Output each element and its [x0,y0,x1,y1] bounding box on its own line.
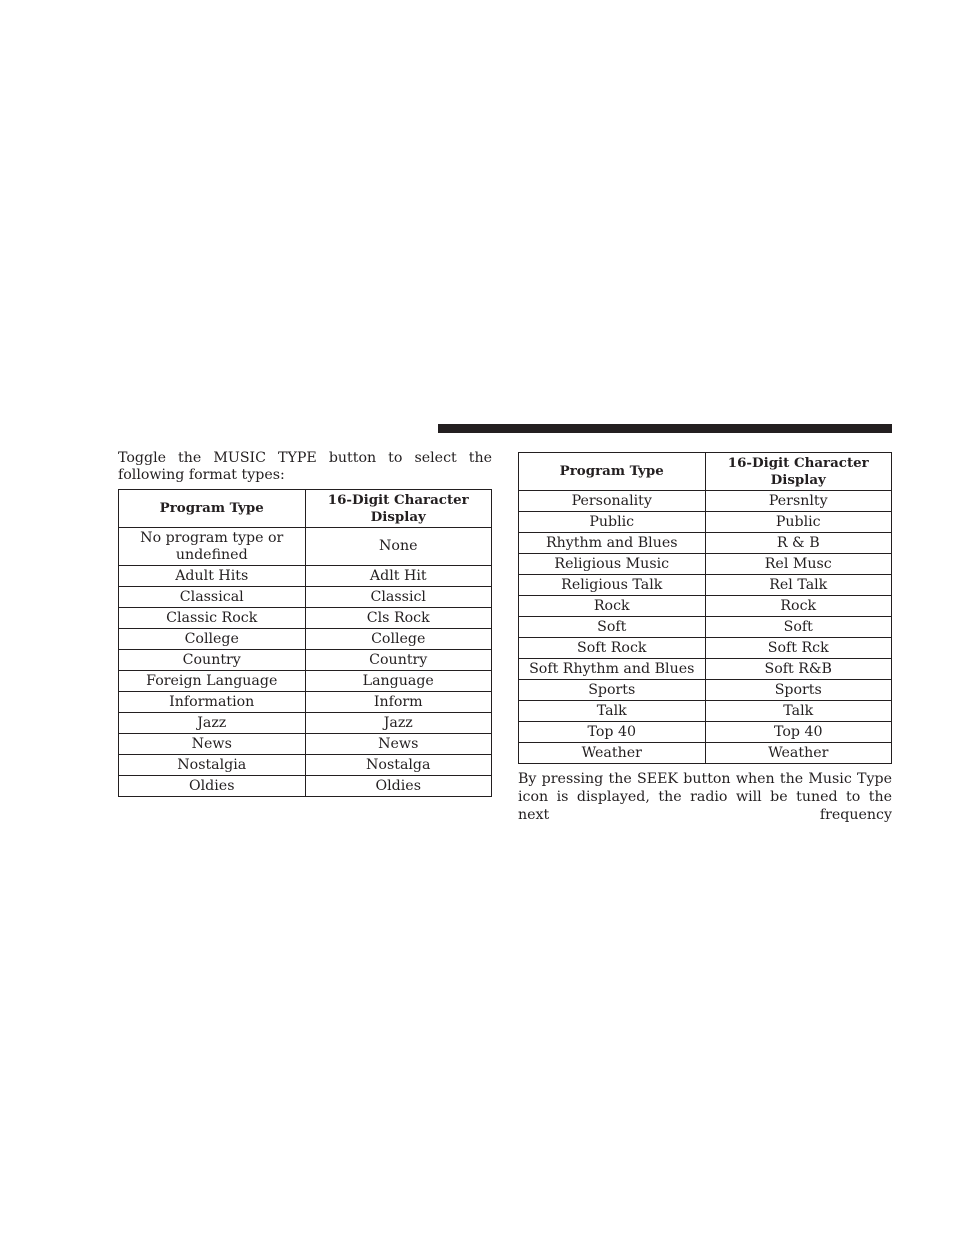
display-cell: Language [305,671,492,692]
table-row [519,512,892,533]
table-row [119,608,492,629]
display-cell: Soft [705,617,892,638]
program-type-cell: Classic Rock [119,608,306,629]
program-type-cell: Soft [519,617,706,638]
table-row [519,680,892,701]
table-row [119,566,492,587]
display-cell: Rel Talk [705,575,892,596]
display-cell: R & B [705,533,892,554]
table-row [119,734,492,755]
table-row [519,659,892,680]
table-row [519,722,892,743]
display-cell: News [305,734,492,755]
program-type-table-left [118,489,492,797]
display-cell: Weather [705,743,892,764]
display-cell: College [305,629,492,650]
program-type-cell: Top 40 [519,722,706,743]
display-cell: Inform [305,692,492,713]
table-row [119,629,492,650]
display-cell: Soft R&B [705,659,892,680]
header-display: 16-Digit Character Display [705,453,892,491]
program-type-cell: Jazz [119,713,306,734]
table-row [119,776,492,797]
display-cell: Rel Musc [705,554,892,575]
table-row [119,650,492,671]
display-cell: Public [705,512,892,533]
display-cell: Nostalga [305,755,492,776]
display-cell: Top 40 [705,722,892,743]
program-type-cell: Adult Hits [119,566,306,587]
program-type-cell: No program type or undefined [119,528,306,566]
display-cell: None [305,528,492,566]
table-row [519,533,892,554]
table-row [119,755,492,776]
program-type-cell: News [119,734,306,755]
display-cell: Adlt Hit [305,566,492,587]
table-row [119,713,492,734]
display-cell: Cls Rock [305,608,492,629]
table-header-row [119,490,492,528]
table-row [519,596,892,617]
header-display: 16-Digit Character Display [305,490,492,528]
table-row [519,638,892,659]
section-header-bar [438,424,892,433]
display-cell: Jazz [305,713,492,734]
program-type-cell: Religious Music [519,554,706,575]
table-row [519,701,892,722]
table-header-row [519,453,892,491]
display-cell: Sports [705,680,892,701]
program-type-table-right [518,452,892,764]
display-cell: Country [305,650,492,671]
table-row [519,491,892,512]
program-type-cell: Weather [519,743,706,764]
closing-paragraph: By pressing the SEEK button when the Music Type icon is displayed, the radio will be tuned to the next frequency [518,771,892,823]
program-type-cell: Country [119,650,306,671]
display-cell: Soft Rck [705,638,892,659]
header-program-type: Program Type [119,490,306,528]
program-type-cell: Oldies [119,776,306,797]
intro-paragraph: Toggle the MUSIC TYPE button to select the following format types: [118,450,492,483]
header-program-type: Program Type [519,453,706,491]
program-type-cell: College [119,629,306,650]
program-type-cell: Public [519,512,706,533]
table-row [519,617,892,638]
program-type-cell: Rock [519,596,706,617]
program-type-cell: Soft Rock [519,638,706,659]
program-type-cell: Personality [519,491,706,512]
table-row [119,692,492,713]
display-cell: Persnlty [705,491,892,512]
program-type-cell: Rhythm and Blues [519,533,706,554]
display-cell: Classicl [305,587,492,608]
program-type-cell: Soft Rhythm and Blues [519,659,706,680]
display-cell: Talk [705,701,892,722]
table-row [519,575,892,596]
program-type-cell: Sports [519,680,706,701]
display-cell: Rock [705,596,892,617]
program-type-cell: Nostalgia [119,755,306,776]
program-type-cell: Information [119,692,306,713]
table-row [519,743,892,764]
table-row [119,671,492,692]
table-row [519,554,892,575]
display-cell: Oldies [305,776,492,797]
program-type-cell: Classical [119,587,306,608]
table-row [119,587,492,608]
table-row [119,528,492,566]
program-type-cell: Religious Talk [519,575,706,596]
program-type-cell: Talk [519,701,706,722]
program-type-cell: Foreign Language [119,671,306,692]
